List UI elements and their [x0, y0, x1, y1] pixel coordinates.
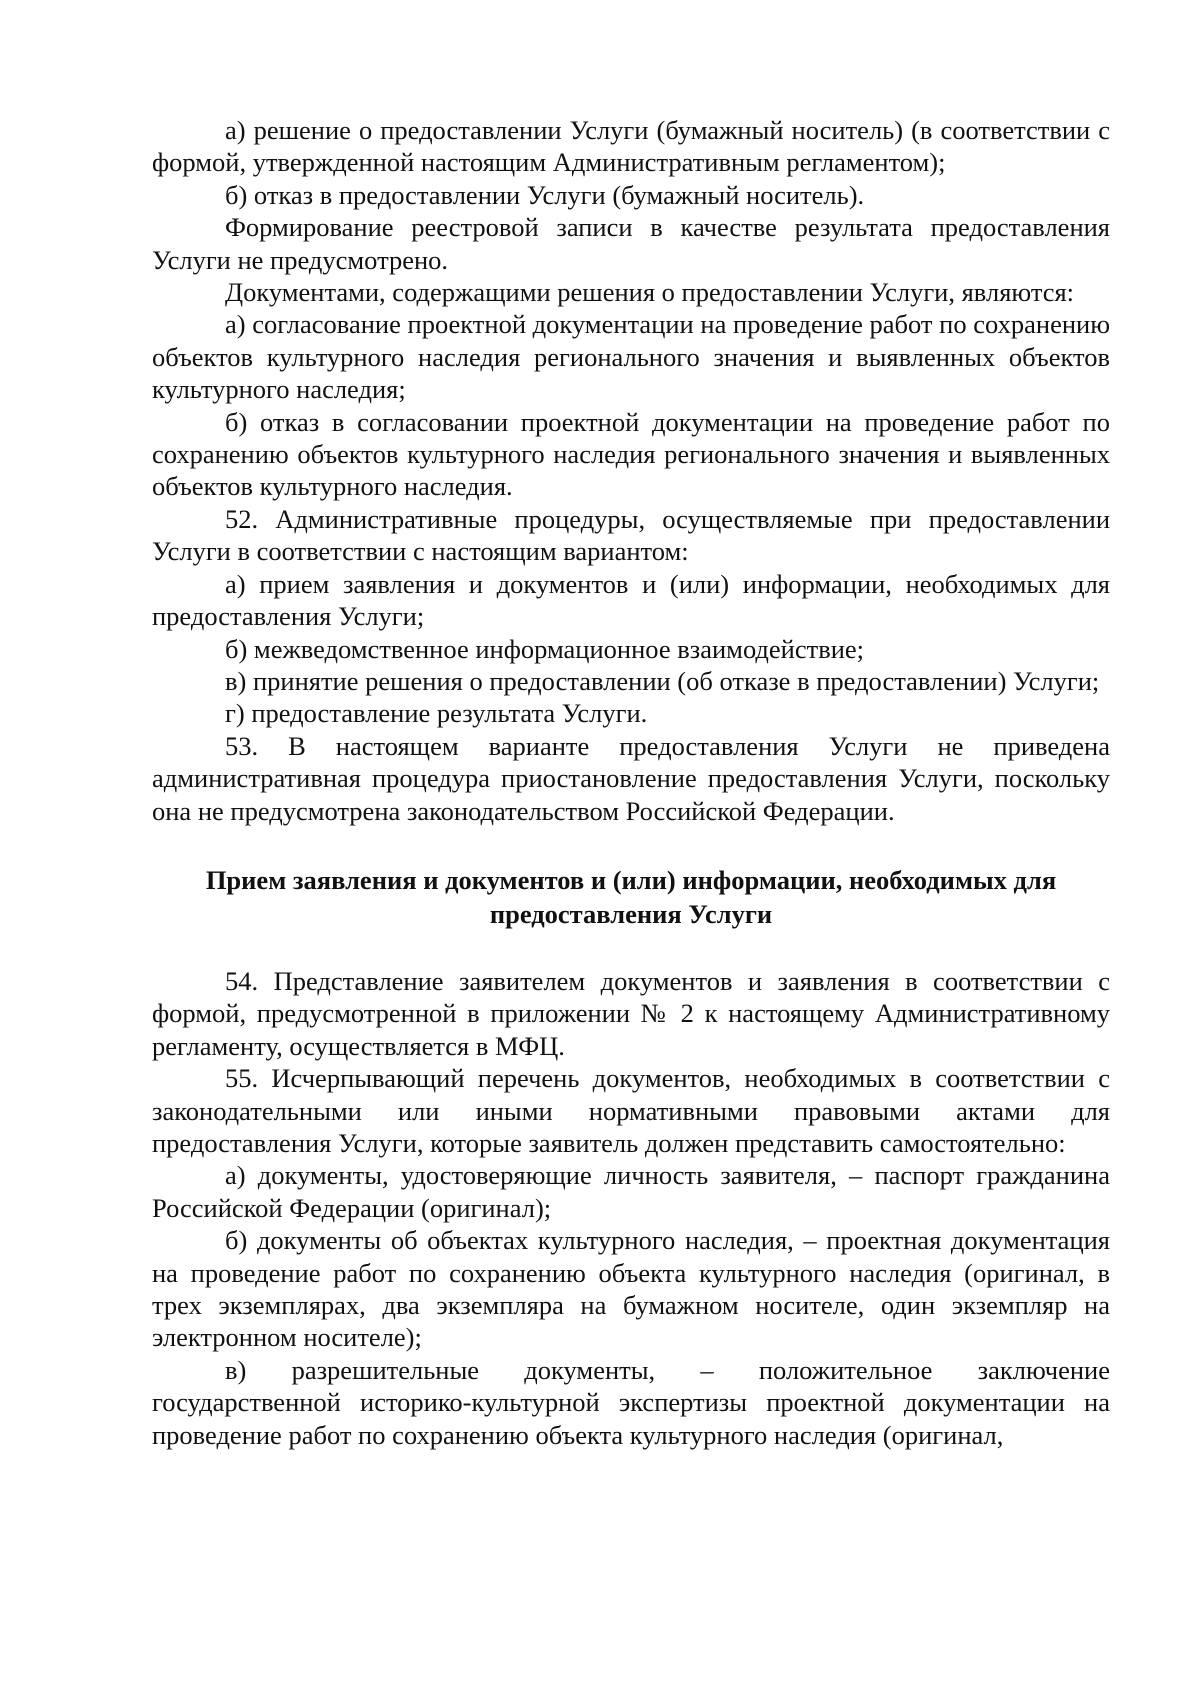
- paragraph: а) согласование проектной документации на проведение работ по сохранению объектов культурного наследия регионального значения и выявленных объектов культурного наследия;: [152, 309, 1110, 405]
- paragraph: а) прием заявления и документов и (или) информации, необходимых для предоставления Услуги;: [152, 568, 1110, 632]
- paragraph: б) документы об объектах культурного наследия, – проектная документация на проведение работ по сохранению объекта культурного наследия (оригинал, в трех экземплярах, два экземпляра на бумажном носителе, один экземпляр на электронном носителе);: [152, 1225, 1110, 1353]
- document-page: [152, 114, 1110, 1451]
- paragraph: Формирование реестровой записи в качестве результата предоставления Услуги не предусмотрено.: [152, 212, 1110, 275]
- paragraph: г) предоставление результата Услуги.: [225, 698, 648, 729]
- paragraph: 53. В настоящем варианте предоставления Услуги не приведена административная процедура приостановление предоставления Услуги, поскольку она не предусмотрена законодательством Российской Федерации.: [152, 730, 1110, 826]
- paragraph: 52. Административные процедуры, осуществляемые при предоставлении Услуги в соответствии с настоящим вариантом:: [152, 503, 1110, 567]
- paragraph: а) документы, удостоверяющие личность заявителя, – паспорт гражданина Российской Федерации (оригинал);: [152, 1160, 1110, 1223]
- paragraph: а) решение о предоставлении Услуги (бумажный носитель) (в соответствии с формой, утвержденной настоящим Административным регламентом);: [152, 115, 1110, 178]
- paragraph: в) разрешительные документы, – положительное заключение государственной историко-культурной экспертизы проектной документации на проведение работ по сохранению объекта культурного наследия (оригинал,: [152, 1354, 1110, 1450]
- paragraph: 55. Исчерпывающий перечень документов, необходимых в соответствии с законодательными или иными нормативными правовыми актами для предоставления Услуги, которые заявитель должен представить самостоятельно:: [152, 1063, 1110, 1158]
- paragraph: Документами, содержащими решения о предоставлении Услуги, являются:: [225, 277, 1075, 308]
- paragraph: б) отказ в согласовании проектной документации на проведение работ по сохранению объектов культурного наследия регионального значения и выявленных объектов культурного наследия.: [152, 406, 1110, 502]
- paragraph: 54. Представление заявителем документов и заявления в соответствии с формой, предусмотренной в приложении № 2 к настоящему Административному регламенту, осуществляется в МФЦ.: [152, 965, 1110, 1061]
- paragraph: в) принятие решения о предоставлении (об отказе в предоставлении) Услуги;: [225, 665, 1100, 696]
- paragraph: б) межведомственное информационное взаимодействие;: [225, 633, 865, 664]
- section-heading: Прием заявления и документов и (или) информации, необходимых для предоставления Услуги: [205, 864, 1057, 929]
- paragraph: б) отказ в предоставлении Услуги (бумажный носитель).: [225, 179, 865, 210]
